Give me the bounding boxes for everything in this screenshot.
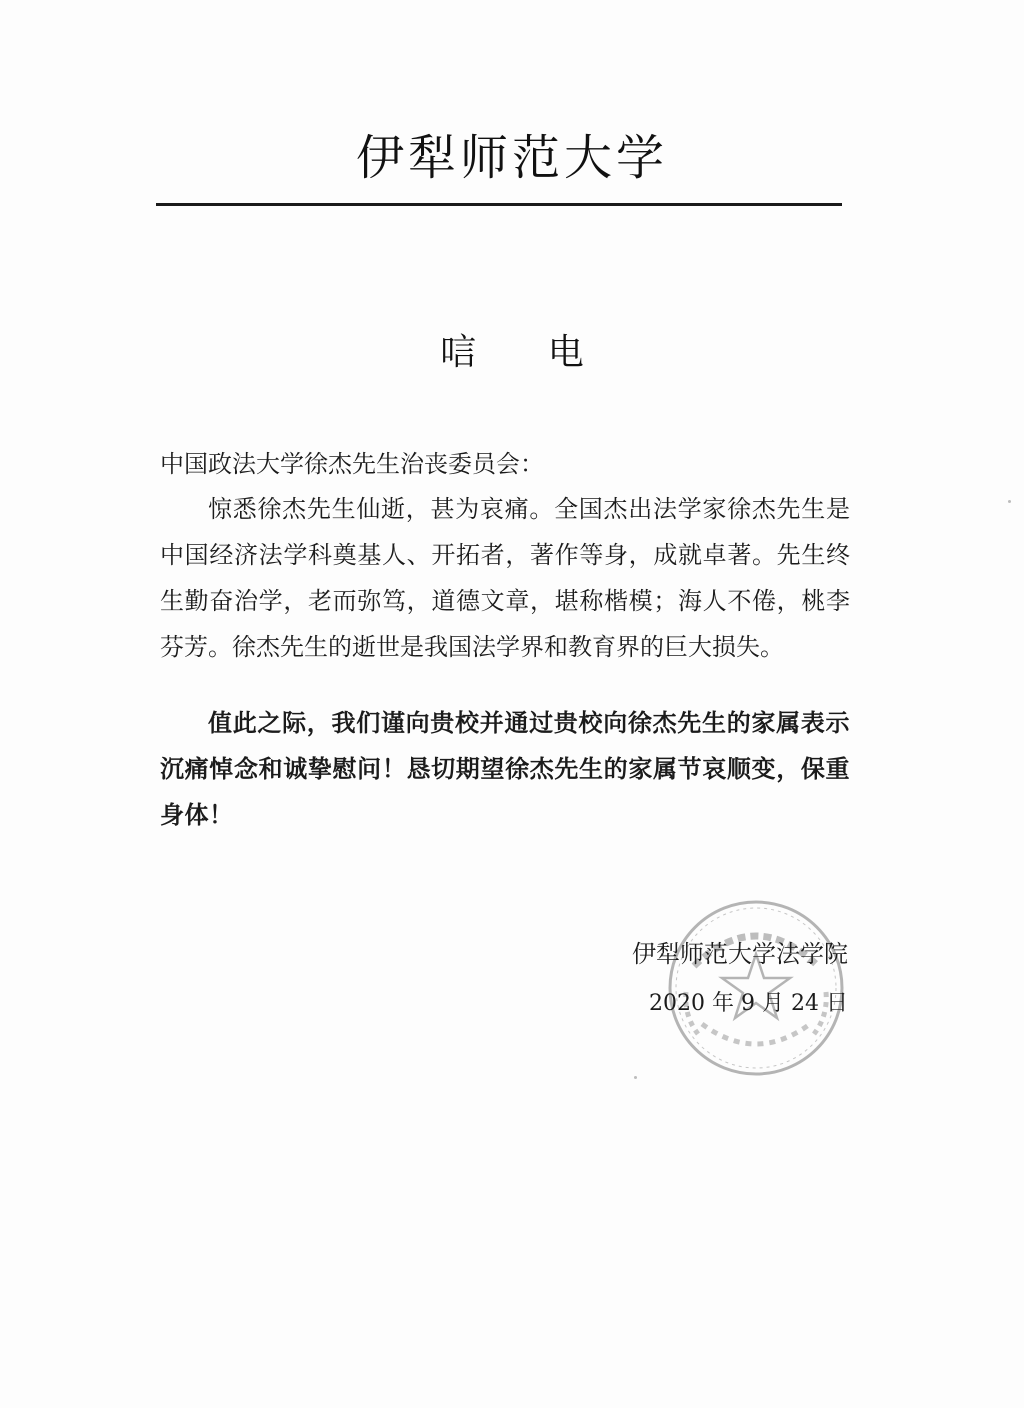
scan-speck [634,1076,637,1079]
signature-date: 2020 年 9 月 24 日 [649,991,848,1016]
letterhead-title: 伊犁师范大学 [355,130,668,186]
document-title: 唁 电 [440,332,614,373]
addressee-line: 中国政法大学徐杰先生治丧委员会： [160,450,544,478]
scan-speck [1008,500,1011,503]
letterhead-rule [156,203,842,206]
signature-organization: 伊犁师范大学法学院 [632,940,848,968]
body-paragraph-1: 惊悉徐杰先生仙逝，甚为哀痛。全国杰出法学家徐杰先生是中国经济法学科奠基人、开拓者，著作等身，成就卓著。先生终生勤奋治学，老而弥笃，道德文章，堪称楷模；海人不倦，桃李芬芳。徐杰先生的逝世是我国法学界和教育界的巨大损失。 [160,495,850,661]
body-paragraph-2: 值此之际，我们谨向贵校并通过贵校向徐杰先生的家属表示沉痛悼念和诚挚慰问！恳切期望徐杰先生的家属节哀顺变，保重身体！ [160,709,850,829]
